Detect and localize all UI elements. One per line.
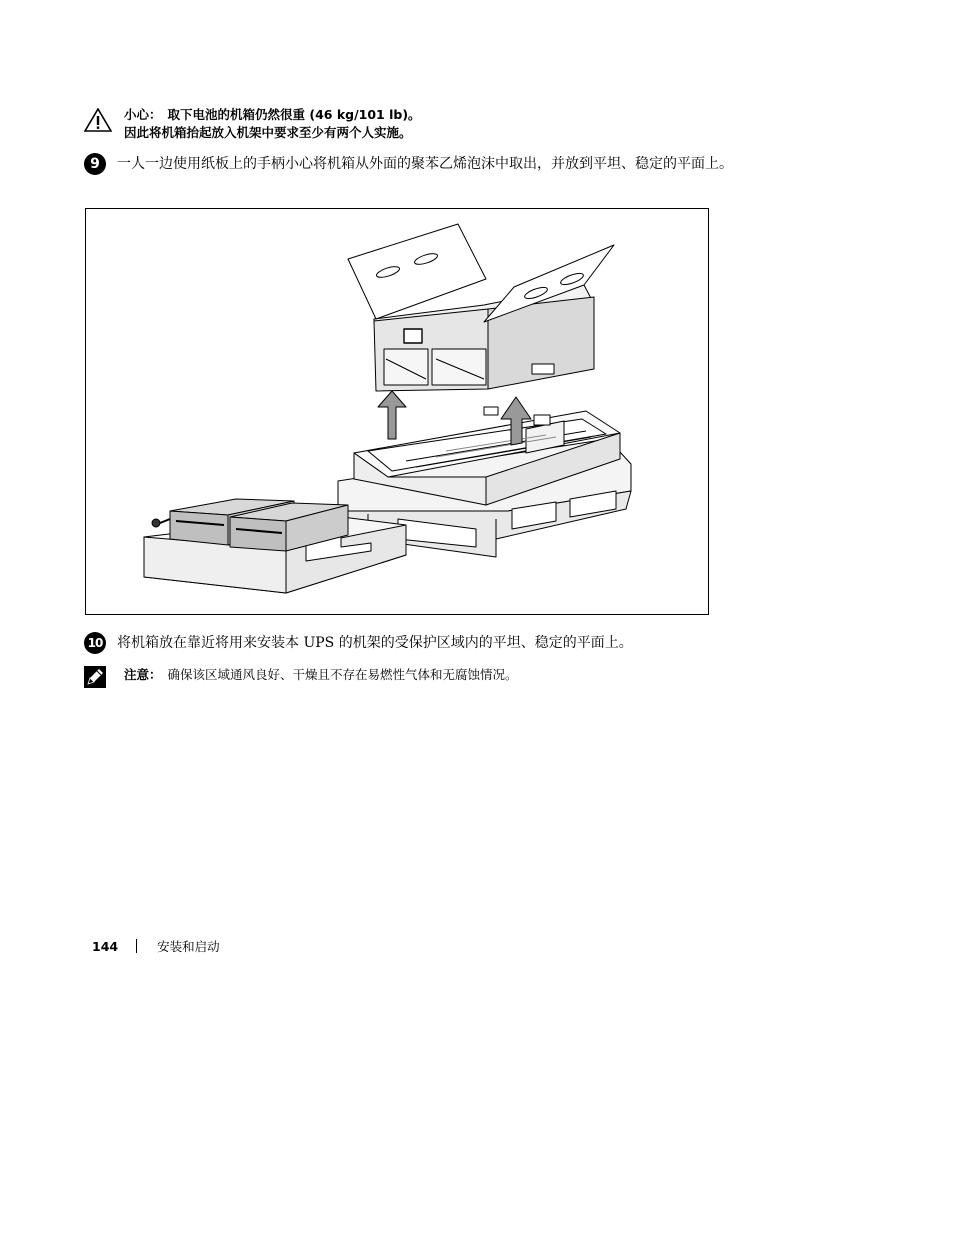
page-number: 144 — [92, 939, 119, 954]
chassis-removal-illustration — [86, 209, 708, 614]
caution-line-2: 因此将机箱抬起放入机架中要求至少有两个人实施。 — [124, 125, 412, 140]
note-text — [124, 666, 518, 684]
caution-label: 小心： — [124, 107, 162, 122]
step-text: 将机箱放在靠近将用来安装本 UPS 的机架的受保护区域内的平坦、稳定的平面上。 — [117, 635, 633, 651]
step-number-badge: 10 — [84, 632, 106, 654]
ups-chassis-illustration — [348, 224, 614, 391]
lift-arrow-left — [378, 391, 406, 439]
step-text: 一人一边使用纸板上的手柄小心将机箱从外面的聚苯乙烯泡沫中取出，并放到平坦、稳定的平面上。 — [117, 156, 733, 172]
caution-line-1: 取下电池的机箱仍然很重 (46 kg/101 lb)。 — [167, 107, 421, 122]
footer-divider — [136, 939, 137, 953]
section-title: 安装和启动 — [157, 939, 220, 954]
note-body: 确保该区域通风良好、干燥且不存在易燃性气体和无腐蚀情况。 — [167, 667, 518, 682]
caution-text — [124, 106, 421, 142]
step-number-badge: 9 — [84, 153, 106, 175]
note-pencil-icon — [84, 666, 106, 688]
note-label: 注意： — [124, 667, 162, 682]
warning-triangle-icon — [84, 108, 112, 132]
illustration-frame — [85, 208, 709, 615]
page-footer — [92, 938, 220, 956]
